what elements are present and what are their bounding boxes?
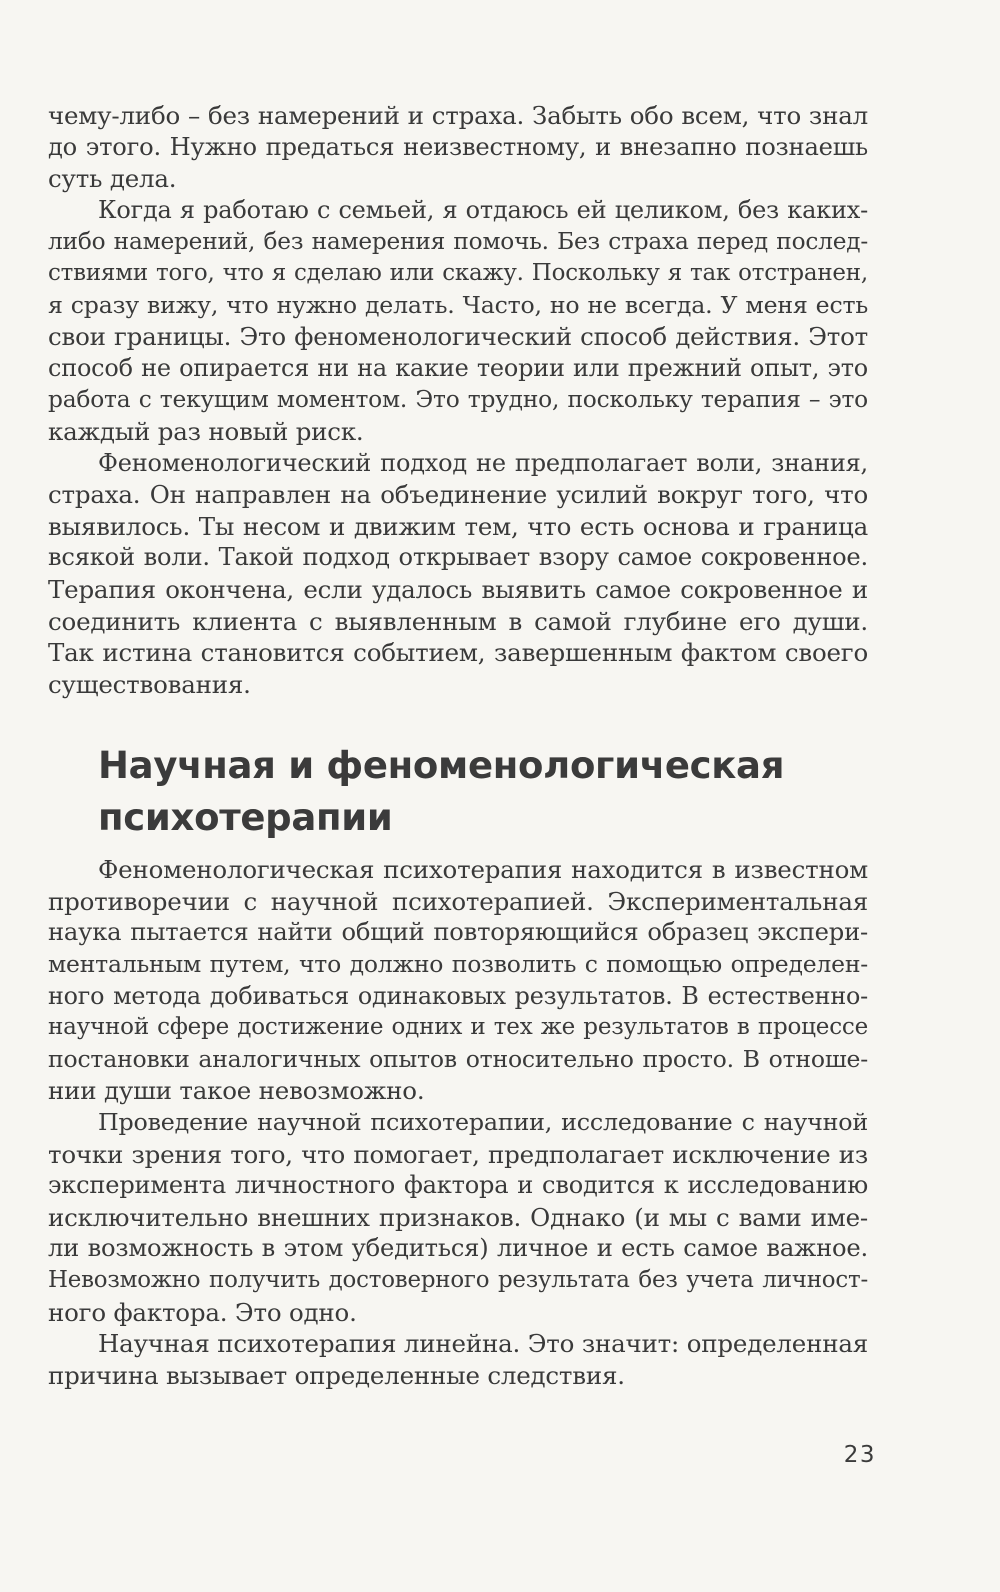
text-line: ли возможность в этом убедиться) личное и есть самое важное. [48, 1234, 868, 1263]
section-spacer [48, 700, 868, 740]
text-line: точки зрения того, что помогает, предполагает исключение из [48, 1139, 868, 1169]
text-line: Проведение научной психотерапии, исследование с научной [98, 1108, 868, 1137]
text-line: выявилось. Ты несом и движим тем, что есть основа и граница [48, 511, 868, 541]
text-line: существования. [48, 669, 251, 699]
section-heading [48, 740, 868, 844]
text-line: всякой воли. Такой подход открывает взору самое сокровенное. [48, 543, 868, 572]
text-line: свои границы. Это феноменологический способ действия. Этот [48, 322, 868, 352]
text-line: способ не опирается ни на какие теории или прежний опыт, это [48, 353, 868, 382]
paragraph-6 [48, 1328, 868, 1391]
text-line: до этого. Нужно предаться неизвестному, и внезапно познаешь [48, 132, 868, 161]
text-line: научной сфере достижение одних и тех же результатов в процессе [48, 1014, 868, 1041]
heading-line-2: психотерапии [98, 796, 393, 840]
text-line: Так истина становится событием, завершенным фактом своего [48, 638, 868, 668]
text-line: Невозможно получить достоверного результата без учета личност- [48, 1267, 868, 1293]
paragraph-3 [48, 448, 868, 701]
text-line: ного метода добиваться одинаковых результатов. В естественно- [48, 981, 868, 1010]
paragraph-1 [48, 100, 868, 195]
text-line: Феноменологическая психотерапия находится в известном [98, 855, 868, 885]
text-line: чему-либо – без намерений и страха. Забыть обо всем, что знал [48, 101, 868, 130]
text-line: суть дела. [48, 164, 177, 194]
text-line: я сразу вижу, что нужно делать. Часто, но не всегда. У меня есть [48, 290, 868, 319]
text-line: наука пытается найти общий повторяющийся образец экспери- [48, 918, 868, 947]
text-line: Терапия окончена, если удалось выявить самое сокровенное и [48, 574, 868, 604]
text-line: нии души такое невозможно. [48, 1076, 425, 1106]
text-line: соединить клиента с выявленным в самой глубине его души. [48, 606, 868, 636]
text-line: ментальным путем, что должно позволить с помощью определен- [48, 950, 868, 979]
text-line: исключительно внешних признаков. Однако (и мы с вами име- [48, 1202, 868, 1232]
text-line: эксперимента личностного фактора и сводится к исследованию [48, 1171, 868, 1200]
text-line: ствиями того, что я сделаю или скажу. Поскольку я так отстранен, [48, 259, 868, 286]
heading-line-1: Научная и феноменологическая [98, 744, 785, 788]
text-line: каждый раз новый риск. [48, 416, 364, 446]
page-body [48, 100, 868, 1391]
paragraph-4 [48, 854, 868, 1107]
text-line: противоречии с научной психотерапией. Экспериментальная [48, 886, 868, 916]
text-line: причина вызывает определенные следствия. [48, 1360, 625, 1390]
text-line: Когда я работаю с семьей, я отдаюсь ей целиком, без каких- [98, 195, 868, 224]
text-line: работа с текущим моментом. Это трудно, поскольку терапия – это [48, 386, 868, 414]
text-line: либо намерений, без намерения помочь. Без страха перед послед- [48, 228, 868, 256]
text-line: ного фактора. Это одно. [48, 1297, 357, 1327]
paragraph-5 [48, 1107, 868, 1328]
paragraph-2 [48, 195, 868, 448]
text-line: постановки аналогичных опытов относительно просто. В отноше- [48, 1044, 868, 1073]
page-number: 23 [843, 1442, 876, 1468]
text-line: Феноменологический подход не предполагает воли, знания, [98, 448, 868, 477]
text-line: Научная психотерапия линейна. Это значит: определенная [98, 1329, 868, 1359]
text-line: страха. Он направлен на объединение усилий вокруг того, что [48, 480, 868, 510]
